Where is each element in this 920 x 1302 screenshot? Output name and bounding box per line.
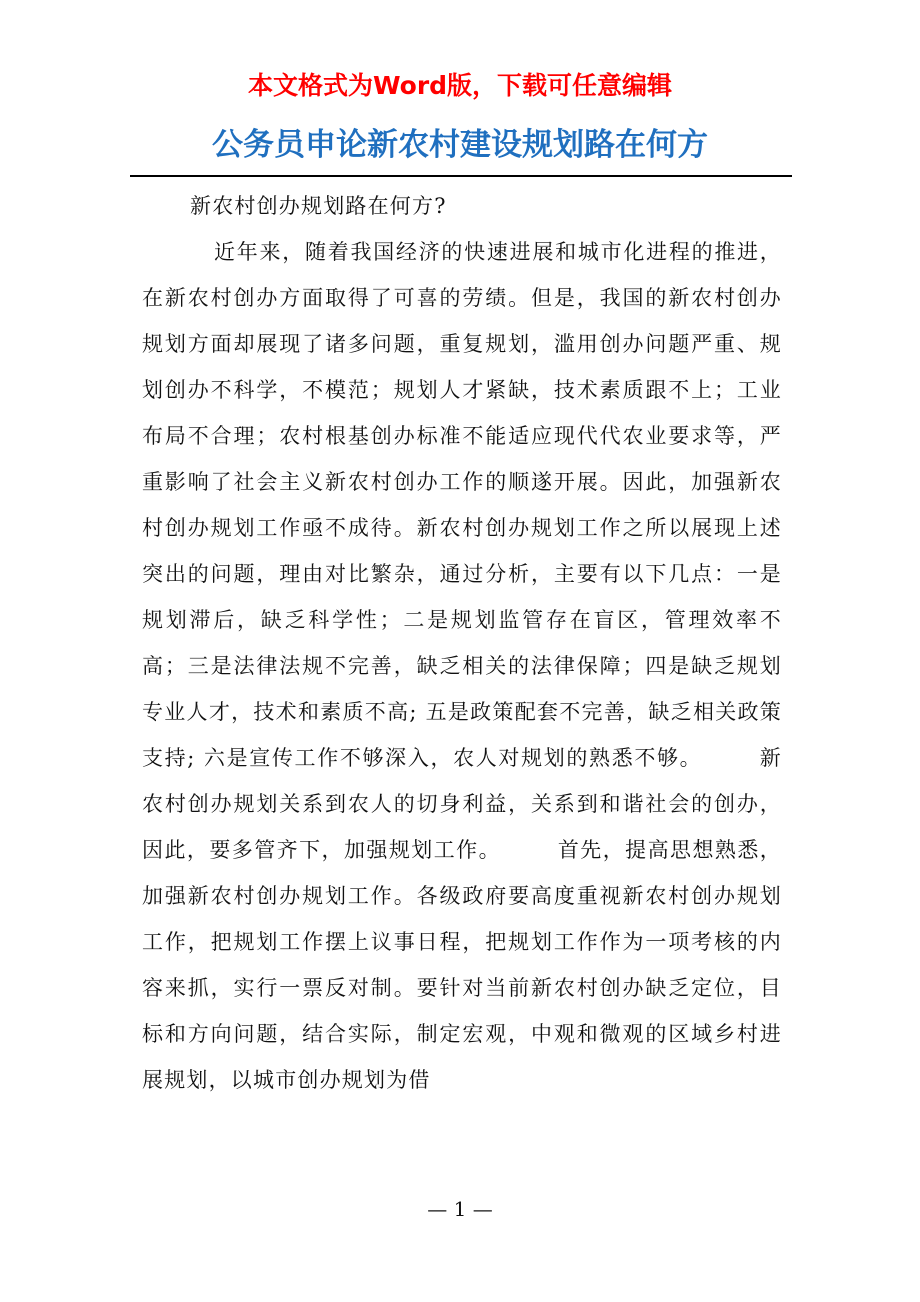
document-body xyxy=(142,183,782,1103)
article-subheading: 新农村创办规划路在何方? xyxy=(190,194,447,218)
document-title: 公务员申论新农村建设规划路在何方 xyxy=(212,127,708,163)
page-number: — 1 — xyxy=(427,1197,493,1221)
title-divider xyxy=(130,175,792,177)
download-notice-banner: 本文格式为Word版，下载可任意编辑 xyxy=(247,71,673,100)
article-paragraph: 近年来，随着我国经济的快速进展和城市化进程的推进，在新农村创办方面取得了可喜的劳绩。但是，我国的新农村创办规划方面却展现了诸多问题，重复规划，滥用创办问题严重、规划创办不科学，不模范；规划人才紧缺，技术素质跟不上；工业布局不合理；农村根基创办标准不能适应现代代农业要求等，严重影响了社会主义新农村创办工作的顺遂开展。因此，加强新农村创办规划工作亟不成待。新农村创办规划工作之所以展现上述突出的问题，理由对比繁杂，通过分析，主要有以下几点：一是规划滞后，缺乏科学性；二是规划监管存在盲区，管理效率不高；三是法律法规不完善，缺乏相关的法律保障；四是缺乏规划专业人才，技术和素质不高; 五是政策配套不完善，缺乏相关政策支持; 六是宣传工作不够深入，农人对规划的熟悉不够。 新农村创办规划关系到农人的切身利益，关系到和谐社会的创办，因此，要多管齐下，加强规划工作。 首先，提高思想熟悉，加强新农村创办规划工作。各级政府要高度重视新农村创办规划工作，把规划工作摆上议事日程，把规划工作作为一项考核的内容来抓，实行一票反对制。要针对当前新农村创办缺乏定位，目标和方向问题，结合实际，制定宏观，中观和微观的区域乡村进展规划，以城市创办规划为借 xyxy=(142,240,782,1092)
